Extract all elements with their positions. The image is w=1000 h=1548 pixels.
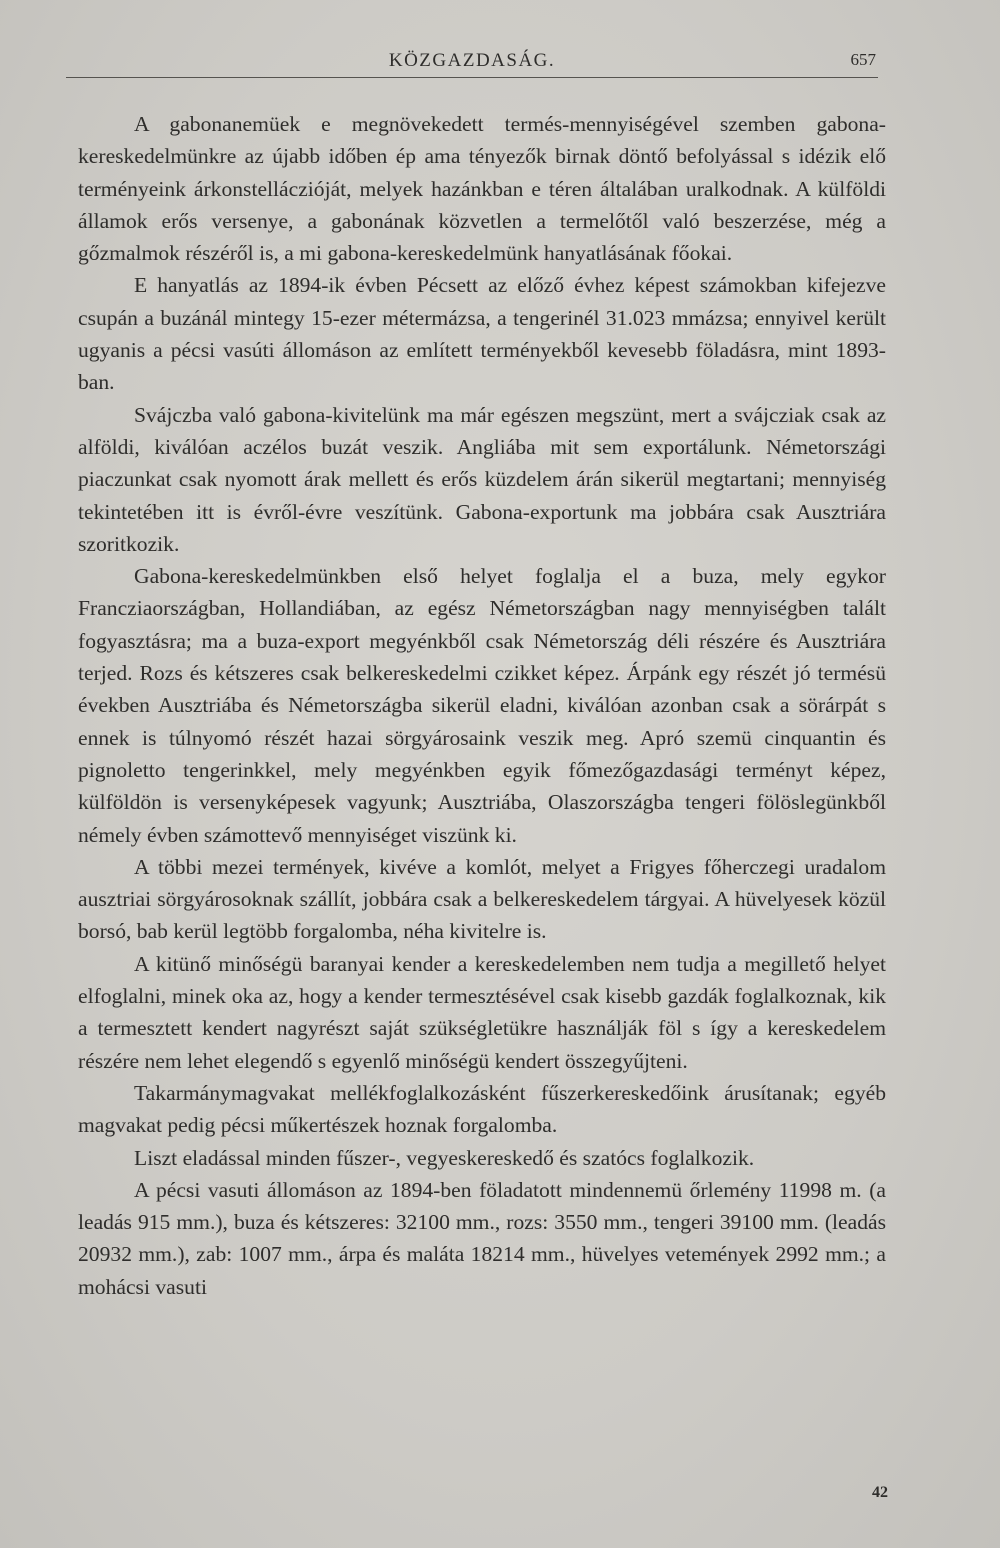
paragraph: A gabonanemüek e megnövekedett termés-mennyiségével szemben gabona-kereskedelmünkre az újabb időben ép ama tényezők birnak döntő befolyással s idézik elő terményeink árkonstelláczióját, melyek hazánkban e téren általában uralkodnak. A külföldi államok erős versenye, a gabonának közvetlen a termelőtől való beszerzése, még a gőzmalmok részéről is, a mi gabona-kereskedelmünk hanyatlásának főokai. <box>78 112 886 266</box>
running-title: KÖZGAZDASÁG. <box>388 50 556 71</box>
paragraph: Takarmánymagvakat mellékfoglalkozásként fűszerkereskedőink árusítanak; egyéb magvakat pedig pécsi műkertészek hoznak forgalomba. <box>78 1080 886 1138</box>
paragraph: Svájczba való gabona-kivitelünk ma már egészen megszünt, mert a svájcziak csak az alföldi, kiválóan aczélos buzát veszik. Angliába mit sem exportálunk. Németországi piaczunkat csak nyomott árak mellett és erős küzdelem árán sikerül megtartani; mennyiség tekintetében itt is évről-évre veszítünk. Gabona-exportunk ma jobbára csak Ausztriára szoritkozik. <box>78 402 886 556</box>
paragraph: A pécsi vasuti állomáson az 1894-ben föladatott mindennemü őrlemény 11998 m. (a leadás 915 mm.), buza és kétszeres: 32100 mm., rozs: 3550 mm., tengeri 39100 mm. (leadás 20932 mm.), zab: 1007 mm., árpa és maláta 18214 mm., hüvelyes vetemények 2992 mm.; a mohácsi vasuti <box>78 1177 886 1299</box>
paragraph: A többi mezei termények, kivéve a komlót, melyet a Frigyes főherczegi uradalom ausztriai sörgyárosoknak szállít, jobbára csak a belkereskedelem tárgyai. A hüvelyesek közül borsó, bab kerül legtöbb forgalomba, néha kivitelre is. <box>78 854 886 944</box>
signature-mark: 42 <box>872 1484 888 1501</box>
paragraph: A kitünő minőségü baranyai kender a kereskedelemben nem tudja a megillető helyet elfoglalni, minek oka az, hogy a kender termesztésével csak kisebb gazdák foglalkoznak, kik a termesztett kendert nagyrészt saját szükségletükre használják föl s így a kereskedelem részére nem lehet elegendő s egyenlő minőségü kendert összegyűjteni. <box>78 951 886 1073</box>
paragraph: Liszt eladással minden fűszer-, vegyeskereskedő és szatócs foglalkozik. <box>134 1145 755 1170</box>
page-number: 657 <box>850 50 876 69</box>
paragraph: E hanyatlás az 1894-ik évben Pécsett az előző évhez képest számokban kifejezve csupán a buzánál mintegy 15-ezer métermázsa, a tengerinél 31.023 mmázsa; ennyivel került ugyanis a pécsi vasúti állomáson az említett terményekből kevesebb föladásra, mint 1893-ban. <box>78 273 886 395</box>
paragraph: Gabona-kereskedelmünkben első helyet foglalja el a buza, mely egykor Francziaországban, Hollandiában, az egész Németországban nagy mennyiségben talált fogyasztásra; ma a buza-export megyénkből csak Németország déli részére és Ausztriára terjed. Rozs és kétszeres csak belkereskedelmi czikket képez. Árpánk egy részét jó termésü években Ausztriába és Németországba sikerül eladni, kiválóan azonban csak a sörárpát s ennek is túlnyomó részét hazai sörgyárosaink veszik meg. Apró szemü cinquantin és pignoletto tengerinkkel, mely megyénkben egyik főmezőgazdasági terményt képez, külföldön is versenyképesek vagyunk; Ausztriába, Olaszországba tengeri fölöslegünkből némely évben számottevő mennyiséget viszünk ki. <box>78 564 886 847</box>
body-text <box>78 108 886 1303</box>
header-rule <box>66 77 878 78</box>
running-head <box>66 44 878 84</box>
